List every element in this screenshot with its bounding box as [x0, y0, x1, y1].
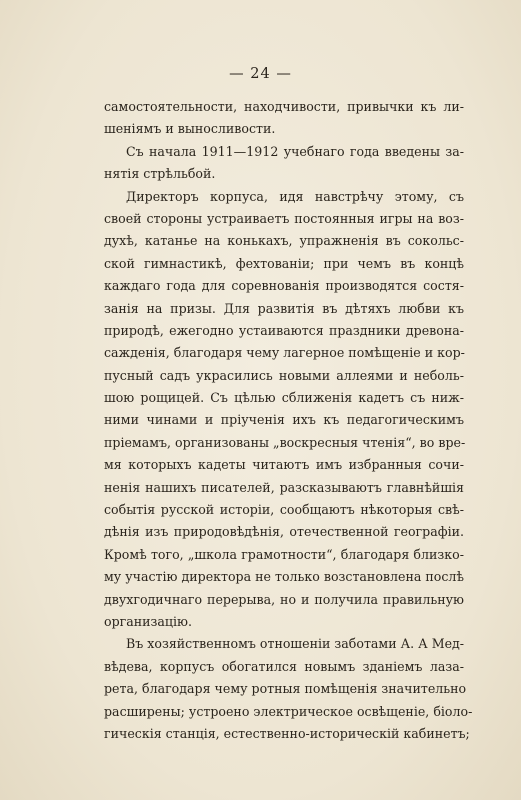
- text-line: ской гимнастикѣ, фехтованіи; при чемъ въ концѣ: [104, 255, 464, 271]
- text-line: дѣнія изъ природовѣдѣнія, отечественной географіи.: [104, 524, 464, 540]
- text-line: пусный садъ украсились новыми аллеями и неболь-: [104, 367, 464, 383]
- text-line: сажденія, благодаря чему лагерное помѣщеніе и кор-: [104, 345, 465, 361]
- text-line: самостоятельности, находчивости, привычки къ ли-: [104, 99, 464, 114]
- text-line: Директоръ корпуса, идя навстрѣчу этому, съ: [126, 188, 464, 204]
- text-line: пріемамъ, организованы „воскресныя чтенія“, во вре-: [104, 434, 466, 450]
- text-line: ними чинами и пріученія ихъ къ педагогическимъ: [104, 412, 464, 428]
- text-line: Въ хозяйственномъ отношеніи заботами А. А Мед-: [126, 636, 465, 652]
- text-line: духѣ, катанье на конькахъ, упражненія въ сокольс-: [104, 233, 464, 249]
- text-line: занія на призы. Для развитія въ дѣтяхъ любви къ: [104, 300, 464, 316]
- text-line: каждаго года для соревнованія производятся состя-: [104, 278, 464, 294]
- text-line: двухгодичнаго перерыва, но и получила правильную: [104, 591, 464, 607]
- text-line: Кромѣ того, „школа грамотности“, благодаря близко-: [104, 546, 464, 562]
- text-line: ненія нашихъ писателей, разсказываютъ главнѣйшія: [104, 479, 464, 495]
- page-number: — 24 —: [229, 66, 292, 82]
- text-line: природѣ, ежегодно устаиваются праздники древона-: [104, 322, 464, 338]
- text-line: нятія стрѣльбой.: [104, 166, 216, 182]
- body-text: [104, 96, 473, 745]
- text-line: рета, благодаря чему ротныя помѣщенія значительно: [104, 681, 467, 697]
- text-line: мя которыхъ кадеты читаютъ имъ избранныя сочи-: [104, 457, 464, 473]
- text-line: вѣдева, корпусъ обогатился новымъ зданіемъ лаза-: [104, 658, 464, 674]
- text-line: организацію.: [104, 613, 193, 629]
- text-line: гическія станція, естественно-историческій кабинетъ;: [104, 725, 470, 741]
- text-line: расширены; устроено электрическое освѣщеніе, біоло-: [104, 703, 473, 719]
- text-line: шою рощицей. Съ цѣлью сближенія кадетъ съ ниж-: [104, 390, 464, 406]
- text-line: шеніямъ и выносливости.: [104, 121, 276, 137]
- text-line: Съ начала 1911—1912 учебнаго года введены за-: [126, 143, 464, 159]
- text-line: событія русской исторіи, сообщаютъ нѣкоторыя свѣ-: [104, 502, 464, 518]
- text-line: своей стороны устраиваетъ постоянныя игры на воз-: [104, 210, 464, 226]
- text-line: му участію директора не только возстановлена послѣ: [104, 569, 464, 585]
